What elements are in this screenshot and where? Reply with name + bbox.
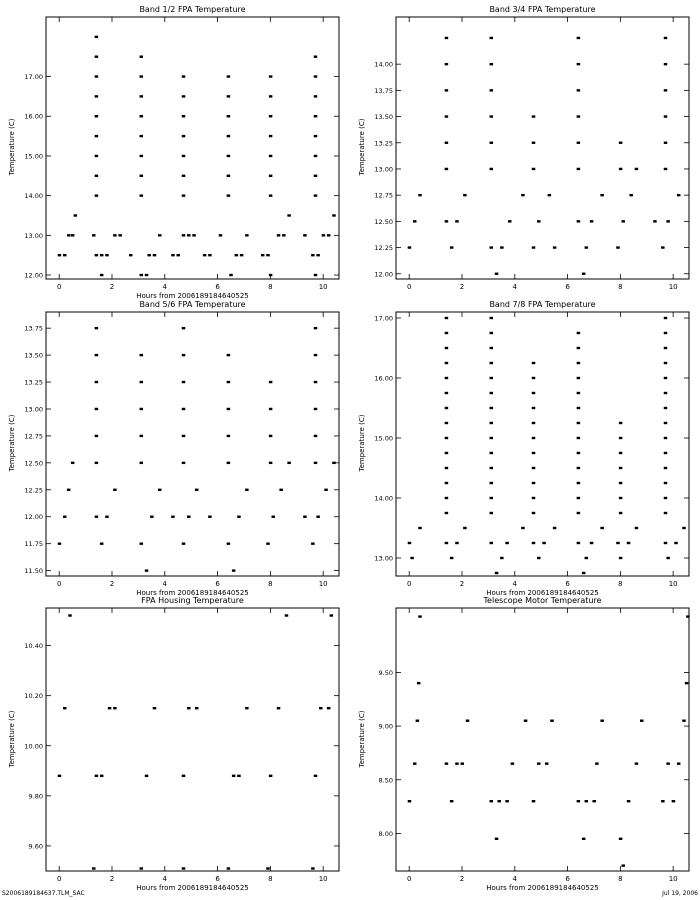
x-tick-label: 6 xyxy=(565,580,570,588)
x-tick-label: 6 xyxy=(565,875,570,883)
x-tick-label: 8 xyxy=(268,283,273,291)
y-tick-label: 16.00 xyxy=(374,374,393,383)
data-point xyxy=(661,800,665,802)
y-tick-label: 12.75 xyxy=(24,432,43,441)
y-axis-label: Temperature (C) xyxy=(358,118,366,176)
x-tick-label: 4 xyxy=(512,875,518,883)
data-point xyxy=(416,720,420,722)
data-point xyxy=(413,762,417,764)
chart-title: Telescope Motor Temperature xyxy=(483,596,602,605)
y-tick-label: 12.00 xyxy=(374,270,393,279)
data-point xyxy=(627,800,631,802)
data-point xyxy=(677,762,681,764)
y-tick-label: 14.00 xyxy=(374,60,393,69)
y-axis-label: Temperature (C) xyxy=(8,710,16,767)
x-tick-label: 8 xyxy=(618,283,623,291)
y-axis-label: Temperature (C) xyxy=(358,414,366,472)
y-tick-label: 13.00 xyxy=(374,165,393,174)
x-tick-label: 2 xyxy=(459,875,465,883)
y-tick-label: 8.00 xyxy=(378,829,393,838)
y-tick-label: 10.20 xyxy=(24,692,43,701)
y-tick-label: 9.00 xyxy=(378,722,393,731)
data-point xyxy=(585,800,589,802)
y-tick-label: 13.75 xyxy=(374,86,393,95)
y-tick-label: 13.75 xyxy=(24,324,43,333)
y-tick-label: 13.00 xyxy=(24,405,43,414)
y-tick-label: 12.50 xyxy=(24,459,43,468)
x-tick-label: 4 xyxy=(162,283,168,291)
x-tick-label: 10 xyxy=(318,283,328,291)
y-tick-label: 12.25 xyxy=(24,486,43,495)
x-tick-label: 10 xyxy=(668,580,678,588)
x-tick-label: 2 xyxy=(109,580,115,588)
data-point xyxy=(505,800,509,802)
footer-date: Jul 19, 2006 xyxy=(662,890,698,897)
y-tick-label: 9.50 xyxy=(378,668,393,677)
y-tick-label: 13.00 xyxy=(374,554,393,563)
data-point xyxy=(600,720,604,722)
y-tick-label: 14.00 xyxy=(374,494,393,503)
data-point xyxy=(682,720,686,722)
x-tick-label: 0 xyxy=(56,580,62,588)
y-tick-label: 12.00 xyxy=(24,513,43,522)
chart-title: FPA Housing Temperature xyxy=(141,596,244,605)
data-point xyxy=(686,615,690,617)
x-tick-label: 4 xyxy=(162,580,168,588)
y-tick-label: 9.80 xyxy=(28,792,43,801)
data-point xyxy=(622,864,626,866)
data-point xyxy=(418,615,422,617)
data-point xyxy=(545,762,549,764)
x-tick-label: 6 xyxy=(215,580,220,588)
data-point xyxy=(635,762,639,764)
x-tick-label: 8 xyxy=(268,580,273,588)
y-tick-label: 11.50 xyxy=(24,567,43,576)
x-tick-label: 0 xyxy=(406,875,412,883)
x-tick-label: 10 xyxy=(668,283,678,291)
x-axis-label: Hours from 2006189184640525 xyxy=(136,589,249,597)
x-tick-label: 8 xyxy=(268,875,273,883)
y-tick-label: 12.25 xyxy=(374,244,393,253)
y-tick-label: 15.00 xyxy=(374,434,393,443)
y-tick-label: 10.00 xyxy=(24,742,43,751)
x-axis-label: Hours from 2006189184640525 xyxy=(486,884,599,892)
x-axis-label: Hours from 2006189184640525 xyxy=(136,292,249,300)
x-tick-label: 2 xyxy=(459,580,465,588)
x-tick-label: 8 xyxy=(618,580,623,588)
x-tick-label: 4 xyxy=(162,875,168,883)
x-tick-label: 0 xyxy=(56,283,62,291)
data-point xyxy=(619,838,623,840)
data-point xyxy=(524,720,528,722)
y-tick-label: 14.00 xyxy=(24,192,43,201)
chart-title: Band 5/6 FPA Temperature xyxy=(139,300,246,309)
data-point xyxy=(417,682,421,684)
x-axis-label: Hours from 2006189184640525 xyxy=(136,884,249,892)
plot-frame xyxy=(396,608,689,871)
y-tick-label: 9.60 xyxy=(28,842,43,851)
x-tick-label: 0 xyxy=(56,875,62,883)
y-tick-label: 16.00 xyxy=(24,112,43,121)
x-tick-label: 6 xyxy=(215,283,220,291)
x-tick-label: 4 xyxy=(512,580,518,588)
y-tick-label: 13.50 xyxy=(374,113,393,122)
y-tick-label: 8.50 xyxy=(378,776,393,785)
x-tick-label: 10 xyxy=(318,580,328,588)
data-point xyxy=(497,800,501,802)
y-axis-label: Temperature (C) xyxy=(8,414,16,472)
data-point xyxy=(511,762,515,764)
chart-title: Band 1/2 FPA Temperature xyxy=(139,5,246,14)
x-tick-label: 10 xyxy=(318,875,328,883)
x-tick-label: 8 xyxy=(618,875,623,883)
y-tick-label: 12.00 xyxy=(24,271,43,280)
data-point xyxy=(460,762,464,764)
data-point xyxy=(455,762,459,764)
footer-filename: S2006189184637.TLM_SAC xyxy=(2,890,85,897)
y-axis-label: Temperature (C) xyxy=(358,710,366,767)
y-tick-label: 12.50 xyxy=(374,217,393,226)
data-point xyxy=(582,838,586,840)
data-point xyxy=(666,762,670,764)
y-tick-label: 10.40 xyxy=(24,642,43,651)
y-tick-label: 11.75 xyxy=(24,540,43,549)
x-tick-label: 0 xyxy=(406,580,412,588)
x-tick-label: 0 xyxy=(406,283,412,291)
data-point xyxy=(550,720,554,722)
x-tick-label: 6 xyxy=(565,283,570,291)
data-point xyxy=(490,800,494,802)
y-tick-label: 12.75 xyxy=(374,191,393,200)
x-tick-label: 6 xyxy=(215,875,220,883)
y-tick-label: 13.50 xyxy=(24,351,43,360)
x-tick-label: 2 xyxy=(109,283,115,291)
x-axis-label: Hours from 2006189184640525 xyxy=(486,589,599,597)
data-point xyxy=(532,800,536,802)
x-tick-label: 10 xyxy=(668,875,678,883)
data-point xyxy=(445,762,449,764)
chart-title: Band 3/4 FPA Temperature xyxy=(489,5,596,14)
y-tick-label: 13.00 xyxy=(24,231,43,240)
y-axis-label: Temperature (C) xyxy=(8,118,16,176)
x-tick-label: 4 xyxy=(512,283,518,291)
x-tick-label: 2 xyxy=(459,283,465,291)
data-point xyxy=(685,682,689,684)
y-tick-label: 15.00 xyxy=(24,152,43,161)
y-tick-label: 13.25 xyxy=(24,378,43,387)
y-tick-label: 17.00 xyxy=(374,314,393,323)
y-tick-label: 17.00 xyxy=(24,73,43,82)
x-tick-label: 2 xyxy=(109,875,115,883)
data-point xyxy=(466,720,470,722)
data-point xyxy=(450,800,454,802)
data-point xyxy=(537,762,541,764)
data-point xyxy=(577,800,581,802)
data-point xyxy=(592,800,596,802)
data-point xyxy=(672,800,676,802)
data-point xyxy=(595,762,599,764)
data-point xyxy=(408,800,412,802)
data-point xyxy=(640,720,644,722)
chart-title: Band 7/8 FPA Temperature xyxy=(489,300,596,309)
data-point xyxy=(495,838,499,840)
y-tick-label: 13.25 xyxy=(374,139,393,148)
